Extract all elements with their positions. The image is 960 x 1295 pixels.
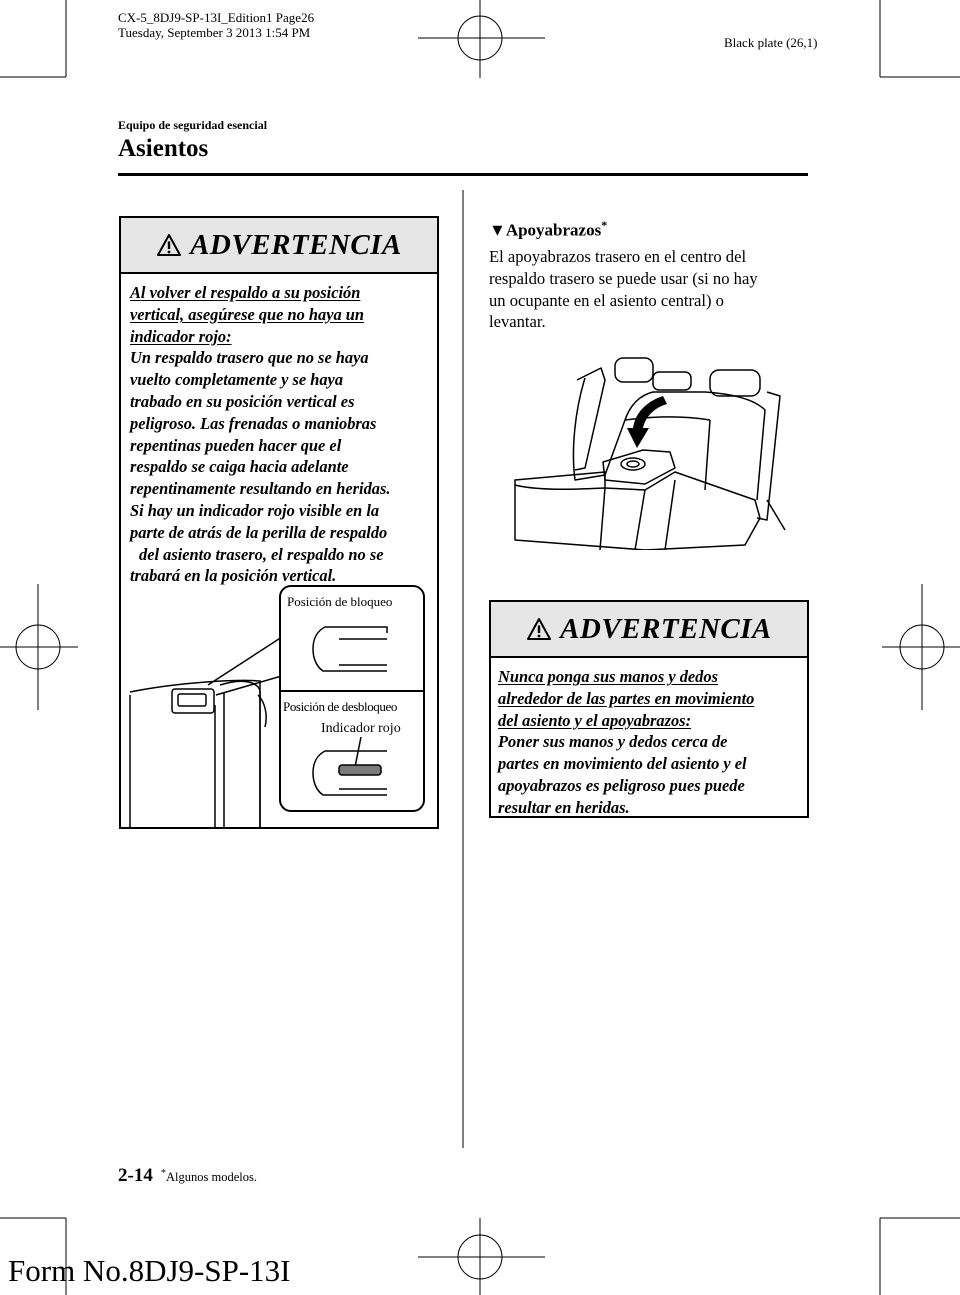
warning-triangle-icon: [156, 233, 182, 257]
warning-line: resultar en heridas.: [498, 797, 630, 817]
armrest-asterisk: *: [601, 218, 608, 232]
warning-line: trabado en su posición vertical es: [130, 391, 355, 411]
warning-line: vuelto completamente y se haya: [130, 370, 344, 390]
page-title: Asientos: [118, 135, 209, 162]
warning-text: [121, 274, 437, 587]
armrest-description: [489, 246, 758, 333]
section-marker-icon: ▼: [489, 220, 506, 240]
warning-line: Si hay un indicador rojo visible en la: [130, 500, 380, 520]
warning-line: apoyabrazos es peligroso pues puede: [498, 775, 745, 795]
warning-triangle-icon: [526, 617, 552, 641]
armrest-line: un ocupante en el asiento central) o: [489, 290, 724, 310]
warning-line: peligroso. Las frenadas o maniobras: [130, 413, 377, 433]
header-rule: [118, 173, 808, 176]
warning-line: trabará en la posición vertical.: [130, 566, 337, 586]
footnote-text: Algunos modelos.: [166, 1170, 258, 1184]
unlock-knob-icon: [303, 737, 399, 803]
warning-header: [121, 218, 437, 274]
warning-line: repentinas pueden hacer que el: [130, 435, 342, 455]
warning-box-right: [489, 600, 809, 818]
footnote: [161, 1168, 257, 1185]
footnote-asterisk: *: [160, 1167, 167, 1179]
plate-number: Black plate (26,1): [724, 35, 818, 50]
warning-line: Un respaldo trasero que no se haya: [130, 348, 369, 368]
page-number: 2-14: [118, 1165, 153, 1186]
warning-line: Al volver el respaldo a su posición: [130, 283, 361, 302]
warning-title: ADVERTENCIA: [190, 228, 402, 261]
armrest-heading: [489, 218, 607, 241]
warning-line: Nunca ponga sus manos y dedos: [498, 667, 718, 686]
rear-seat-armrest-illustration: [505, 350, 795, 550]
lock-position-label: Posición de bloqueo: [287, 594, 393, 609]
armrest-title: Apoyabrazos: [505, 220, 602, 240]
warning-header: [491, 602, 807, 658]
warning-line: parte de atrás de la perilla de respaldo: [130, 522, 388, 542]
warning-line: partes en movimiento del asiento y el: [498, 754, 747, 774]
unlock-position-label: Posición de desbloqueo: [283, 699, 397, 714]
form-number: Form No.8DJ9-SP-13I: [8, 1253, 291, 1288]
warning-line: del asiento y el apoyabrazos:: [498, 710, 692, 730]
warning-line: repentinamente resultando en heridas.: [130, 479, 391, 499]
armrest-line: levantar.: [489, 312, 546, 332]
plate-line-2: Tuesday, September 3 2013 1:54 PM: [118, 25, 311, 40]
callout-divider: [281, 690, 423, 692]
armrest-line: El apoyabrazos trasero en el centro del: [489, 247, 747, 266]
plate-info: [118, 10, 314, 40]
section-label: Equipo de seguridad esencial: [118, 118, 268, 132]
plate-line-1: CX-5_8DJ9-SP-13I_Edition1 Page26: [118, 10, 315, 25]
red-indicator-label: Indicador rojo: [321, 721, 401, 736]
warning-line: alrededor de las partes en movimiento: [498, 688, 755, 708]
warning-title: ADVERTENCIA: [560, 612, 772, 645]
warning-line: del asiento trasero, el respaldo no se: [139, 544, 384, 564]
lock-knob-icon: [307, 619, 397, 679]
armrest-line: respaldo trasero se puede usar (si no hay: [489, 268, 758, 288]
warning-line: respaldo se caiga hacia adelante: [130, 457, 349, 477]
warning-line: indicador rojo:: [130, 326, 232, 346]
page-footer: [118, 1165, 257, 1187]
warning-line: Poner sus manos y dedos cerca de: [498, 732, 728, 752]
warning-text: [491, 658, 807, 819]
lock-callout: [279, 585, 425, 812]
warning-line: vertical, asegúrese que no haya un: [130, 304, 365, 324]
